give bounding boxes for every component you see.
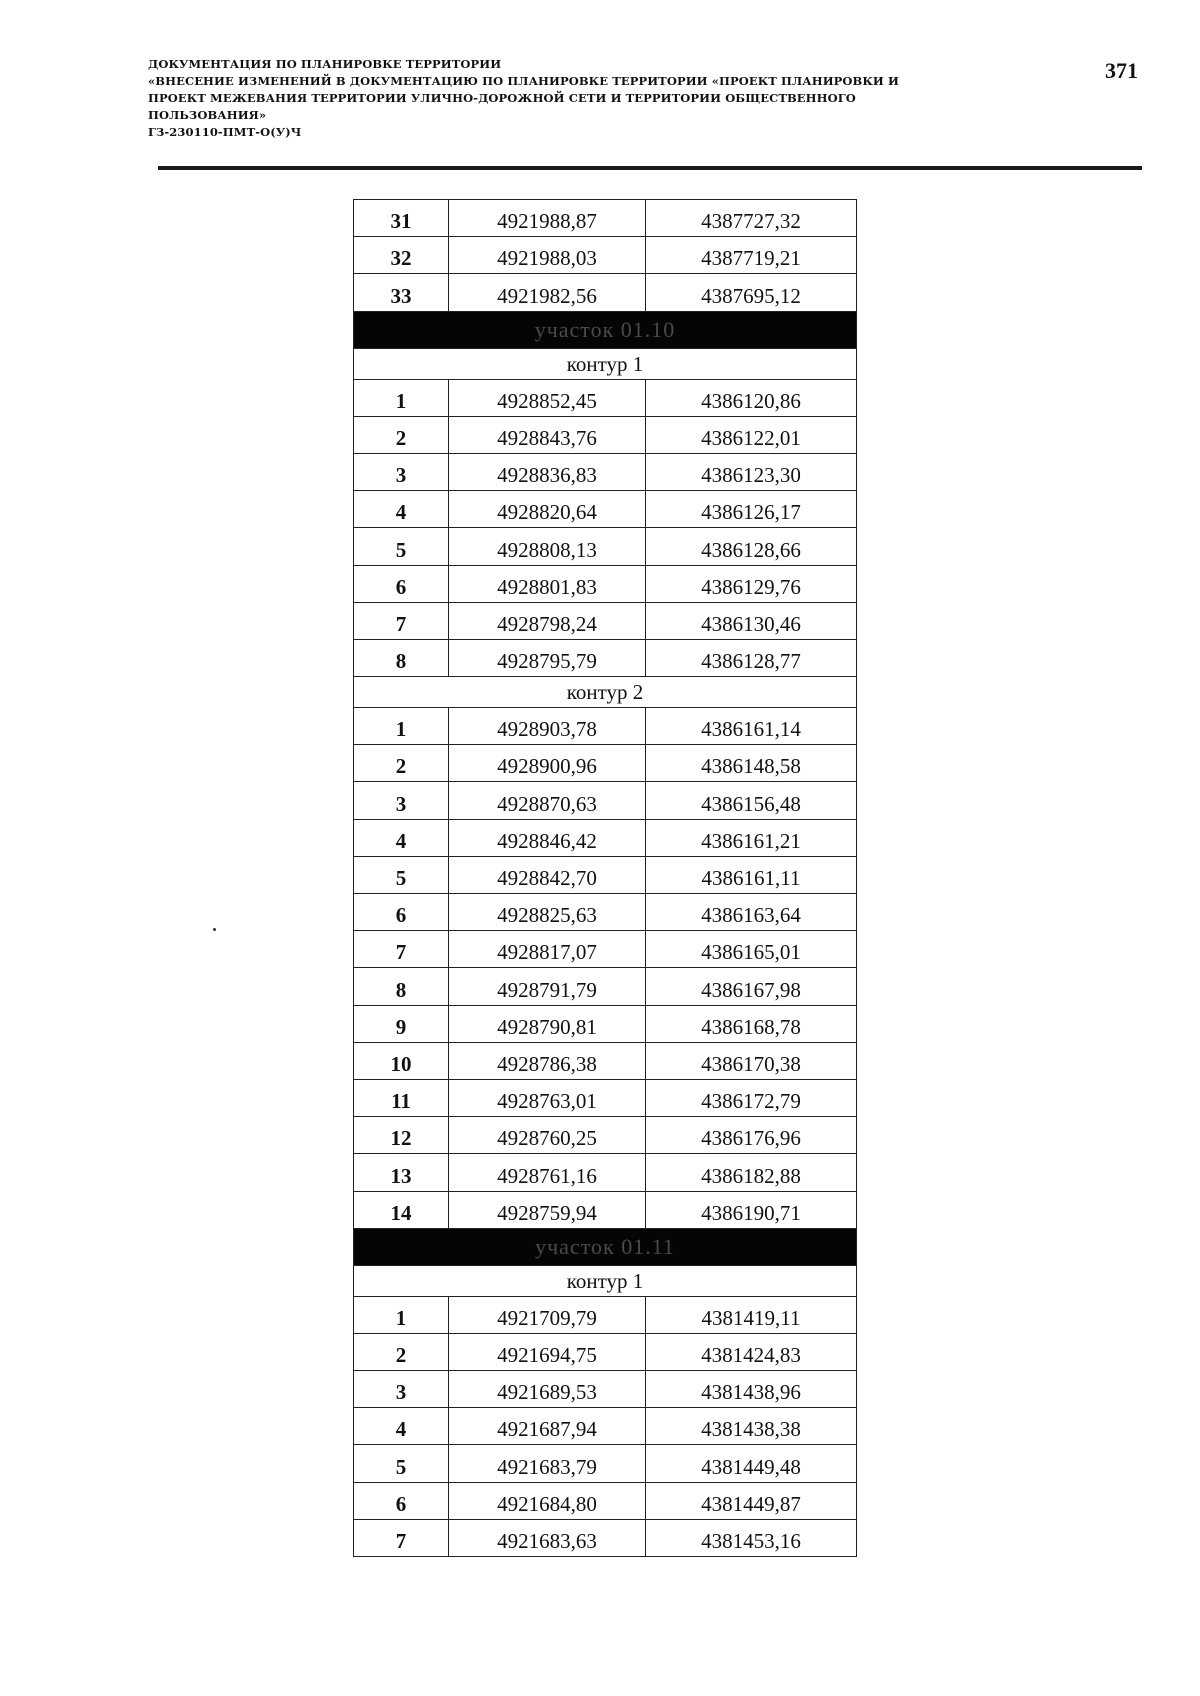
point-number-cell: 5 (354, 1445, 449, 1482)
x-coordinate-cell: 4928842,70 (449, 856, 646, 893)
y-coordinate-cell: 4386156,48 (646, 782, 857, 819)
document-header (148, 56, 1048, 141)
point-number-cell: 1 (354, 1296, 449, 1333)
coordinate-row (354, 856, 857, 893)
point-number-cell: 6 (354, 565, 449, 602)
contour-label: контур 1 (354, 348, 857, 379)
x-coordinate-cell: 4928761,16 (449, 1154, 646, 1191)
y-coordinate-cell: 4386161,21 (646, 819, 857, 856)
coordinate-row (354, 1408, 857, 1445)
plot-header-row (354, 1228, 857, 1265)
header-line: ПОЛЬЗОВАНИЯ» (148, 108, 267, 122)
coordinate-row (354, 1333, 857, 1370)
x-coordinate-cell: 4928790,81 (449, 1005, 646, 1042)
scan-speck (213, 928, 216, 931)
y-coordinate-cell: 4386128,66 (646, 528, 857, 565)
point-number-cell: 5 (354, 528, 449, 565)
point-number-cell: 9 (354, 1005, 449, 1042)
coordinate-row (354, 1079, 857, 1116)
point-number-cell: 4 (354, 819, 449, 856)
x-coordinate-cell: 4921683,63 (449, 1519, 646, 1556)
y-coordinate-cell: 4386120,86 (646, 379, 857, 416)
y-coordinate-cell: 4381419,11 (646, 1296, 857, 1333)
point-number-cell: 7 (354, 602, 449, 639)
y-coordinate-cell: 4381453,16 (646, 1519, 857, 1556)
y-coordinate-cell: 4381438,96 (646, 1371, 857, 1408)
point-number-cell: 3 (354, 1371, 449, 1408)
x-coordinate-cell: 4928763,01 (449, 1079, 646, 1116)
header-line: ДОКУМЕНТАЦИЯ ПО ПЛАНИРОВКЕ ТЕРРИТОРИИ (148, 57, 502, 71)
y-coordinate-cell: 4386123,30 (646, 453, 857, 490)
point-number-cell: 14 (354, 1191, 449, 1228)
x-coordinate-cell: 4928759,94 (449, 1191, 646, 1228)
point-number-cell: 8 (354, 639, 449, 676)
contour-label: контур 1 (354, 1265, 857, 1296)
point-number-cell: 7 (354, 931, 449, 968)
y-coordinate-cell: 4386148,58 (646, 745, 857, 782)
point-number-cell: 10 (354, 1042, 449, 1079)
y-coordinate-cell: 4386126,17 (646, 491, 857, 528)
coordinate-row (354, 1519, 857, 1556)
coordinate-row (354, 1371, 857, 1408)
point-number-cell: 31 (354, 200, 449, 237)
document-code: ГЗ-230110-ПМТ-О(У)Ч (148, 125, 302, 139)
point-number-cell: 4 (354, 491, 449, 528)
x-coordinate-cell: 4928852,45 (449, 379, 646, 416)
x-coordinate-cell: 4921988,03 (449, 237, 646, 274)
y-coordinate-cell: 4386170,38 (646, 1042, 857, 1079)
coordinate-row (354, 708, 857, 745)
y-coordinate-cell: 4386122,01 (646, 416, 857, 453)
coordinate-row (354, 602, 857, 639)
y-coordinate-cell: 4386128,77 (646, 639, 857, 676)
point-number-cell: 1 (354, 708, 449, 745)
point-number-cell: 8 (354, 968, 449, 1005)
y-coordinate-cell: 4387695,12 (646, 274, 857, 311)
page-number: 371 (1105, 58, 1138, 83)
coordinates-table (353, 199, 857, 1557)
contour-label: контур 2 (354, 677, 857, 708)
y-coordinate-cell: 4386129,76 (646, 565, 857, 602)
point-number-cell: 32 (354, 237, 449, 274)
x-coordinate-cell: 4928900,96 (449, 745, 646, 782)
x-coordinate-cell: 4928808,13 (449, 528, 646, 565)
point-number-cell: 3 (354, 782, 449, 819)
coordinate-row (354, 274, 857, 311)
x-coordinate-cell: 4921982,56 (449, 274, 646, 311)
coordinate-row (354, 200, 857, 237)
header-divider (158, 166, 1142, 170)
x-coordinate-cell: 4921689,53 (449, 1371, 646, 1408)
coordinate-row (354, 416, 857, 453)
point-number-cell: 12 (354, 1117, 449, 1154)
y-coordinate-cell: 4381424,83 (646, 1333, 857, 1370)
coordinate-row (354, 1042, 857, 1079)
point-number-cell: 6 (354, 1482, 449, 1519)
coordinate-row (354, 1482, 857, 1519)
coordinate-row (354, 894, 857, 931)
x-coordinate-cell: 4928801,83 (449, 565, 646, 602)
point-number-cell: 33 (354, 274, 449, 311)
coordinate-row (354, 528, 857, 565)
x-coordinate-cell: 4928791,79 (449, 968, 646, 1005)
y-coordinate-cell: 4381438,38 (646, 1408, 857, 1445)
coordinate-row (354, 237, 857, 274)
plot-label: участок 01.10 (354, 311, 857, 348)
y-coordinate-cell: 4381449,48 (646, 1445, 857, 1482)
x-coordinate-cell: 4921709,79 (449, 1296, 646, 1333)
x-coordinate-cell: 4921683,79 (449, 1445, 646, 1482)
point-number-cell: 7 (354, 1519, 449, 1556)
coordinate-row (354, 1296, 857, 1333)
coordinate-row (354, 1154, 857, 1191)
coordinate-row (354, 782, 857, 819)
x-coordinate-cell: 4928825,63 (449, 894, 646, 931)
coordinate-row (354, 968, 857, 1005)
x-coordinate-cell: 4921694,75 (449, 1333, 646, 1370)
coordinate-row (354, 745, 857, 782)
y-coordinate-cell: 4386163,64 (646, 894, 857, 931)
coordinate-row (354, 1445, 857, 1482)
x-coordinate-cell: 4928836,83 (449, 453, 646, 490)
point-number-cell: 5 (354, 856, 449, 893)
point-number-cell: 1 (354, 379, 449, 416)
x-coordinate-cell: 4928817,07 (449, 931, 646, 968)
coordinate-row (354, 1005, 857, 1042)
coordinate-row (354, 453, 857, 490)
coordinate-row (354, 1191, 857, 1228)
y-coordinate-cell: 4386165,01 (646, 931, 857, 968)
point-number-cell: 2 (354, 1333, 449, 1370)
x-coordinate-cell: 4921988,87 (449, 200, 646, 237)
plot-header-row (354, 311, 857, 348)
y-coordinate-cell: 4386172,79 (646, 1079, 857, 1116)
x-coordinate-cell: 4928903,78 (449, 708, 646, 745)
coordinate-row (354, 931, 857, 968)
y-coordinate-cell: 4387727,32 (646, 200, 857, 237)
x-coordinate-cell: 4928798,24 (449, 602, 646, 639)
contour-header-row (354, 677, 857, 708)
y-coordinate-cell: 4386182,88 (646, 1154, 857, 1191)
x-coordinate-cell: 4928795,79 (449, 639, 646, 676)
y-coordinate-cell: 4386190,71 (646, 1191, 857, 1228)
y-coordinate-cell: 4387719,21 (646, 237, 857, 274)
header-line: ПРОЕКТ МЕЖЕВАНИЯ ТЕРРИТОРИИ УЛИЧНО-ДОРОЖНОЙ СЕТИ И ТЕРРИТОРИИ ОБЩЕСТВЕННОГО (148, 91, 856, 105)
point-number-cell: 4 (354, 1408, 449, 1445)
y-coordinate-cell: 4386130,46 (646, 602, 857, 639)
header-line: «ВНЕСЕНИЕ ИЗМЕНЕНИЙ В ДОКУМЕНТАЦИЮ ПО ПЛАНИРОВКЕ ТЕРРИТОРИИ «ПРОЕКТ ПЛАНИРОВКИ И (148, 74, 899, 88)
point-number-cell: 2 (354, 745, 449, 782)
x-coordinate-cell: 4928820,64 (449, 491, 646, 528)
x-coordinate-cell: 4928760,25 (449, 1117, 646, 1154)
point-number-cell: 6 (354, 894, 449, 931)
point-number-cell: 2 (354, 416, 449, 453)
coordinate-row (354, 819, 857, 856)
coordinate-row (354, 565, 857, 602)
coordinate-row (354, 639, 857, 676)
y-coordinate-cell: 4381449,87 (646, 1482, 857, 1519)
coordinates-table-body (354, 200, 857, 1557)
y-coordinate-cell: 4386168,78 (646, 1005, 857, 1042)
y-coordinate-cell: 4386176,96 (646, 1117, 857, 1154)
point-number-cell: 11 (354, 1079, 449, 1116)
contour-header-row (354, 1265, 857, 1296)
x-coordinate-cell: 4921687,94 (449, 1408, 646, 1445)
point-number-cell: 3 (354, 453, 449, 490)
coordinate-row (354, 1117, 857, 1154)
x-coordinate-cell: 4928786,38 (449, 1042, 646, 1079)
plot-label: участок 01.11 (354, 1228, 857, 1265)
y-coordinate-cell: 4386167,98 (646, 968, 857, 1005)
contour-header-row (354, 348, 857, 379)
point-number-cell: 13 (354, 1154, 449, 1191)
y-coordinate-cell: 4386161,11 (646, 856, 857, 893)
x-coordinate-cell: 4928843,76 (449, 416, 646, 453)
coordinate-row (354, 491, 857, 528)
y-coordinate-cell: 4386161,14 (646, 708, 857, 745)
coordinate-row (354, 379, 857, 416)
x-coordinate-cell: 4928870,63 (449, 782, 646, 819)
x-coordinate-cell: 4928846,42 (449, 819, 646, 856)
x-coordinate-cell: 4921684,80 (449, 1482, 646, 1519)
